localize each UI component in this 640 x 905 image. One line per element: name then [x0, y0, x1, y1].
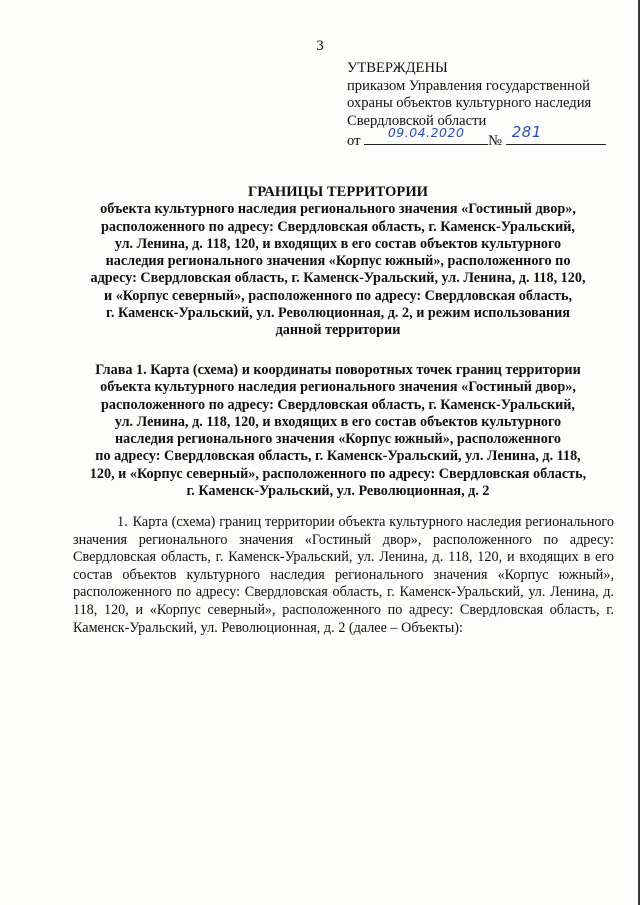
paragraph-text: Карта (схема) границ территории объекта культурного наследия регионального значения регионального значения «Гостиный двор», расположенного по адресу: Свердловская область, г. Каменск-Уральский, ул. Ленина, д. 118, 120, и входящих в его состав объектов культурного наследия регионального значения «Корпус южный», расположенного по адресу: Свердловская область, г. Каменск-Уральский, ул. Ленина, д. 118, 120, и «Корпус северный», расположенного по адресу: Свердловская область, г. Каменск-Уральский, ул. Революционная, д. 2 (далее – Объекты): — [73, 514, 614, 636]
number-label: № — [488, 133, 503, 149]
approval-heading: УТВЕРЖДЕНЫ — [347, 60, 448, 76]
chapter-line: Глава 1. Карта (схема) и координаты поворотных точек границ территории — [95, 362, 581, 378]
title-line: объекта культурного наследия регионального значения «Гостиный двор», — [100, 201, 576, 218]
title-line: г. Каменск-Уральский, ул. Революционная, д. 2, и режим использования — [106, 305, 570, 322]
approval-date-number-line — [347, 123, 637, 151]
title-main: ГРАНИЦЫ ТЕРРИТОРИИ — [247, 184, 429, 200]
title-line: адресу: Свердловская область, г. Каменск-Уральский, ул. Ленина, д. 118, 120, — [90, 270, 586, 287]
title-line: и «Корпус северный», расположенного по адресу: Свердловская область, — [103, 287, 573, 304]
number-field — [506, 123, 606, 145]
title-line: наследия регионального значения «Корпус южный», расположенного по — [105, 253, 571, 270]
title-line: данной территории — [275, 322, 401, 339]
title-line: расположенного по адресу: Свердловская область, г. Каменск-Уральский, — [101, 218, 575, 235]
paragraph-1 — [73, 514, 614, 637]
approval-line-3: Свердловской области — [347, 112, 487, 129]
handwritten-date: 09.04.2020 — [387, 125, 465, 140]
chapter-heading — [60, 362, 616, 500]
handwritten-number: 281 — [511, 123, 542, 141]
chapter-line: расположенного по адресу: Свердловская область, г. Каменск-Уральский, — [101, 396, 575, 413]
from-label: от — [347, 133, 361, 149]
approval-line-2: охраны объектов культурного наследия — [347, 95, 592, 111]
chapter-line: ул. Ленина, д. 118, 120, и входящих в его состав объектов культурного — [114, 413, 562, 430]
chapter-line: по адресу: Свердловская область, г. Каменск-Уральский, ул. Ленина, д. 118, — [95, 448, 581, 465]
chapter-line: объекта культурного наследия регионального значения «Гостиный двор», — [100, 379, 576, 396]
paragraph-number: 1. — [117, 514, 128, 530]
date-field — [364, 125, 488, 145]
approval-line-1: приказом Управления государственной — [347, 77, 590, 94]
chapter-line: г. Каменск-Уральский, ул. Революционная, д. 2 — [186, 483, 490, 500]
chapter-line: наследия регионального значения «Корпус южный», расположенного — [114, 431, 562, 448]
page-number: 3 — [316, 38, 324, 54]
approval-block — [347, 60, 637, 151]
chapter-line: 120, и «Корпус северный», расположенного по адресу: Свердловская область, — [89, 465, 587, 482]
title-line: ул. Ленина, д. 118, 120, и входящих в его состав объектов культурного — [114, 235, 562, 252]
document-title — [60, 184, 616, 340]
